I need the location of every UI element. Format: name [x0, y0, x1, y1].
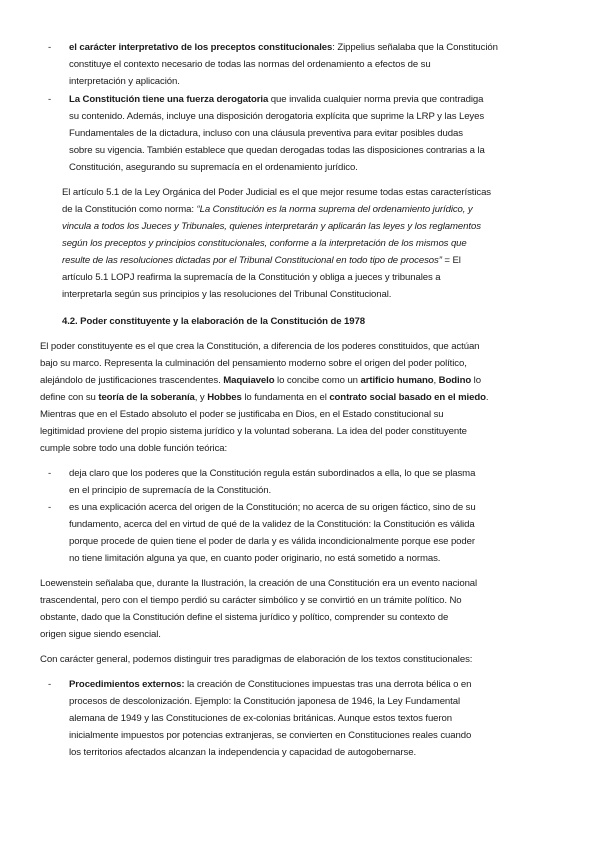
- bullet-line: inicialmente impuestos por potencias extranjeras, se convierten en Constituciones reales cuando: [69, 730, 472, 741]
- text-run: define con su: [40, 392, 99, 403]
- paragraph-line: [40, 392, 488, 403]
- text-run: lo fundamenta en el: [241, 392, 330, 403]
- bold-term: artificio humano: [360, 375, 434, 386]
- quote-line: vincula a todos los Jueces y Tribunales, quienes interpretarán y aplicarán las leyes y los reglamentos: [62, 221, 481, 232]
- bold-term: Bodino: [438, 375, 472, 386]
- section-heading: 4.2. Poder constituyente y la elaboración de la Constitución de 1978: [62, 316, 365, 327]
- bullet-line: alemana de 1949 y las Constituciones de ex-colonias británicas. Aunque estos textos fueron: [69, 713, 452, 724]
- bullet-dash: -: [48, 679, 52, 690]
- bullet-line: Constitución, asegurando su supremacía en el ordenamiento jurídico.: [69, 162, 358, 173]
- bullet-line: [69, 679, 471, 690]
- bullet-line: su contenido. Además, incluye una disposición derogatoria explícita que suprime la LRP y las Leyes: [69, 111, 485, 122]
- bullet-line: porque procede de quien tiene el poder de darla y es válida incondicionalmente porque ese poder: [69, 536, 475, 547]
- bullet-dash: -: [48, 468, 52, 479]
- paragraph-line: bajo su marco. Representa la culminación del pensamiento moderno sobre el origen del poder político,: [40, 358, 467, 369]
- paragraph-line: trascendental, pero con el tiempo perdió su carácter simbólico y se convirtió en un trámite político. No: [40, 595, 462, 606]
- bullet-dash: -: [48, 94, 52, 105]
- text-run: lo concibe como un: [274, 375, 361, 386]
- bullet-line: es una explicación acerca del origen de la Constitución; no acerca de su origen fáctico, sino de su: [69, 502, 476, 513]
- quote-line: según los preceptos y principios constitucionales, conforme a la interpretación de los mismos que: [62, 238, 467, 249]
- paragraph-line: Con carácter general, podemos distinguir tres paradigmas de elaboración de los textos constitucionales:: [40, 654, 473, 665]
- bullet-line: no tiene limitación alguna ya que, en cuanto poder originario, no está sometido a normas.: [69, 553, 441, 564]
- paragraph-line: [40, 375, 481, 386]
- paragraph-line: artículo 5.1 LOPJ reafirma la supremacía de la Constitución y obliga a jueces y tribunales a: [62, 272, 441, 283]
- bullet-line: Fundamentales de la dictadura, incluso con una cláusula preventiva para evitar posibles dudas: [69, 128, 463, 139]
- bullet-line: sobre su vigencia. También establece que quedan derogadas todas las disposiciones contrarias a la: [69, 145, 485, 156]
- paragraph-line: cumple sobre todo una doble función teórica:: [40, 443, 228, 454]
- paragraph-line: [62, 204, 473, 215]
- paragraph-line: Mientras que en el Estado absoluto el poder se justificaba en Dios, en el Estado constitucional su: [40, 409, 444, 420]
- text-run: = El: [441, 255, 461, 266]
- paragraph-line: El poder constituyente es el que crea la Constitución, a diferencia de los poderes constituidos, que actúan: [40, 341, 480, 352]
- paragraph-line: origen sigue siendo esencial.: [40, 629, 161, 640]
- text-run: .: [485, 392, 489, 403]
- text-run: : Zippelius señalaba que la Constitución: [332, 42, 498, 53]
- bullet-dash: -: [48, 502, 52, 513]
- bullet-line: deja claro que los poderes que la Constitución regula están subordinados a ella, lo que se plasma: [69, 468, 476, 479]
- text-run: , y: [194, 392, 208, 403]
- bold-term: teoría de la soberanía: [98, 392, 195, 403]
- bold-term: Hobbes: [207, 392, 242, 403]
- bullet-line: los territorios afectados alcanzan la independencia y capacidad de autogobernarse.: [69, 747, 417, 758]
- text-run: ,: [433, 375, 439, 386]
- bold-term: contrato social basado en el miedo: [329, 392, 486, 403]
- text-run: de la Constitución como norma:: [62, 204, 197, 215]
- bullet-dash: -: [48, 42, 52, 53]
- paragraph-line: Loewenstein señalaba que, durante la Ilustración, la creación de una Constitución era un evento nacional: [40, 578, 478, 589]
- bullet-line: [69, 94, 483, 105]
- bullet-line: interpretación y aplicación.: [69, 76, 180, 87]
- text-run: alejándolo de justificaciones trascendentes.: [40, 375, 224, 386]
- bullet-line: constituye el contexto necesario de todas las normas del ordenamiento a efectos de su: [69, 59, 431, 70]
- text-run: lo: [471, 375, 481, 386]
- text-run: que invalida cualquier norma previa que contradiga: [268, 94, 484, 105]
- quote-run: “La Constitución es la norma suprema del ordenamiento jurídico, y: [196, 204, 473, 215]
- bullet-line: procesos de descolonización. Ejemplo: la Constitución japonesa de 1946, la Ley Fundamental: [69, 696, 460, 707]
- quote-run: resulte de las resoluciones dictadas por el Tribunal Constitucional en todo tipo de procesos”: [62, 255, 442, 266]
- bold-term: el carácter interpretativo de los preceptos constitucionales: [69, 42, 333, 53]
- text-run: la creación de Constituciones impuestas tras una derrota bélica o en: [184, 679, 472, 690]
- paragraph-line: obstante, dado que la Constitución define el sistema jurídico y político, comprender su contexto de: [40, 612, 449, 623]
- bold-term: Procedimientos externos:: [69, 679, 185, 690]
- bullet-line: fundamento, acerca del en virtud de qué de la validez de la Constitución: la Constitución es válida: [69, 519, 475, 530]
- paragraph-line: El artículo 5.1 de la Ley Orgánica del Poder Judicial es el que mejor resume todas estas características: [62, 187, 492, 198]
- bullet-line: [69, 42, 498, 53]
- paragraph-line: [62, 255, 461, 266]
- bold-term: La Constitución tiene una fuerza derogatoria: [69, 94, 269, 105]
- bullet-line: en el principio de supremacía de la Constitución.: [69, 485, 272, 496]
- paragraph-line: legitimidad proviene del propio sistema jurídico y la voluntad soberana. La idea del poder constituyente: [40, 426, 467, 437]
- bold-term: Maquiavelo: [223, 375, 275, 386]
- paragraph-line: interpretarla según sus principios y las resoluciones del Tribunal Constitucional.: [62, 289, 392, 300]
